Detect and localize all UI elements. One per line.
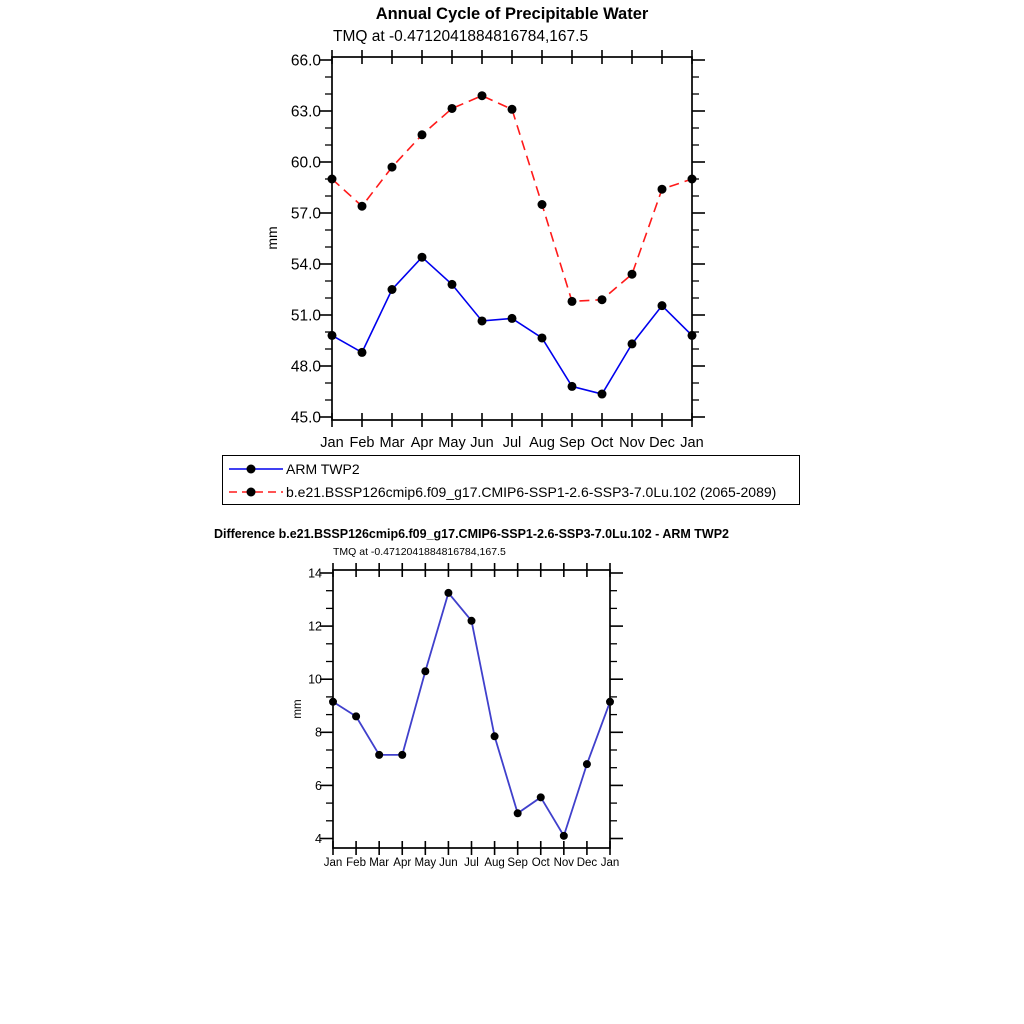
x-tick-label: Aug [529, 435, 555, 451]
y-tick-label: 6 [315, 778, 322, 793]
legend-line-sample-model [229, 484, 283, 500]
data-point-marker [606, 698, 614, 706]
data-point-marker [688, 331, 697, 340]
series-line-0 [332, 257, 692, 394]
data-point-marker [358, 202, 367, 211]
data-point-marker [628, 339, 637, 348]
y-tick-label: 54.0 [290, 256, 321, 274]
x-tick-label: Jan [680, 435, 704, 451]
x-tick-label: Jul [464, 857, 479, 869]
legend-line-sample-arm-twp2 [229, 461, 283, 477]
difference-chart-subtitle: TMQ at -0.4712041884816784,167.5 [333, 546, 506, 558]
data-point-marker [388, 285, 397, 294]
y-tick-label: 45.0 [290, 409, 321, 427]
data-point-marker [560, 832, 568, 840]
y-tick-label: 10 [308, 672, 322, 687]
x-tick-label: May [414, 857, 437, 869]
x-tick-label: Dec [649, 435, 675, 451]
x-tick-label: Oct [531, 857, 550, 869]
data-point-marker [418, 253, 427, 262]
data-point-marker [388, 163, 397, 172]
x-tick-label: Sep [507, 857, 528, 869]
x-tick-label: Jan [320, 435, 344, 451]
x-tick-label: Mar [379, 435, 405, 451]
difference-chart-title: Difference b.e21.BSSP126cmip6.f09_g17.CMIP6-SSP1-2.6-SSP3-7.0Lu.102 - ARM TWP2 [213, 527, 729, 541]
x-tick-label: Apr [393, 857, 412, 869]
data-point-marker [328, 175, 337, 184]
data-point-marker [329, 698, 337, 706]
legend-label-model: b.e21.BSSP126cmip6.f09_g17.CMIP6-SSP1-2.6-SSP3-7.0Lu.102 (2065-2089) [286, 483, 777, 500]
data-point-marker [538, 333, 547, 342]
data-point-marker [628, 270, 637, 279]
top-chart-title: Annual Cycle of Precipitable Water [375, 5, 649, 23]
data-point-marker [598, 295, 607, 304]
legend-label-arm-twp2: ARM TWP2 [286, 460, 360, 477]
data-point-marker [448, 104, 457, 113]
data-point-marker [444, 589, 452, 597]
data-point-marker [478, 91, 487, 100]
data-point-marker [352, 712, 360, 720]
legend-entry-model [223, 480, 799, 503]
data-point-marker [491, 732, 499, 740]
y-tick-label: 63.0 [290, 103, 321, 121]
data-point-marker [583, 760, 591, 768]
series-line-1 [332, 96, 692, 302]
y-axis-title: mm [292, 699, 304, 719]
y-tick-label: 12 [308, 619, 322, 634]
x-tick-label: Nov [619, 435, 645, 451]
y-tick-label: 4 [315, 831, 322, 846]
data-point-marker [468, 617, 476, 625]
x-tick-label: Mar [369, 857, 390, 869]
data-point-marker [537, 793, 545, 801]
data-point-marker [328, 331, 337, 340]
x-tick-label: Feb [349, 435, 375, 451]
data-point-marker [358, 348, 367, 357]
top-chart-subtitle: TMQ at -0.4712041884816784,167.5 [333, 28, 589, 45]
x-tick-label: Jun [439, 857, 458, 869]
data-point-marker [538, 200, 547, 209]
x-tick-label: Jun [470, 435, 494, 451]
x-tick-label: Feb [346, 857, 366, 869]
data-point-marker [418, 130, 427, 139]
y-tick-label: 60.0 [290, 154, 321, 172]
x-tick-label: Aug [484, 857, 505, 869]
y-axis-title: mm [264, 226, 280, 250]
y-tick-label: 48.0 [290, 358, 321, 376]
data-point-marker [375, 751, 383, 759]
x-tick-label: Dec [576, 857, 598, 869]
data-point-marker [658, 301, 667, 310]
data-point-marker [508, 314, 517, 323]
data-point-marker [508, 105, 517, 114]
x-tick-label: Jan [600, 857, 620, 869]
y-tick-label: 57.0 [290, 205, 321, 223]
legend-entry-arm-twp2 [223, 457, 799, 480]
data-point-marker [658, 185, 667, 194]
legend-sample-marker [247, 487, 256, 496]
data-point-marker [514, 809, 522, 817]
data-point-marker [688, 175, 697, 184]
difference-chart [292, 563, 623, 869]
data-point-marker [421, 667, 429, 675]
plot-frame [333, 570, 610, 848]
y-tick-label: 51.0 [290, 307, 321, 325]
x-tick-label: Sep [559, 435, 585, 451]
x-tick-label: Oct [590, 435, 614, 451]
top-chart [264, 50, 705, 451]
x-tick-label: May [438, 435, 466, 451]
x-tick-label: Jan [323, 857, 343, 869]
data-point-marker [598, 390, 607, 399]
x-tick-label: Nov [553, 857, 575, 869]
series-line-0 [333, 593, 610, 836]
y-tick-label: 14 [308, 566, 322, 581]
legend [222, 455, 800, 505]
data-point-marker [398, 751, 406, 759]
data-point-marker [448, 280, 457, 289]
legend-sample-marker [247, 464, 256, 473]
y-tick-label: 66.0 [290, 52, 321, 70]
x-tick-label: Apr [410, 435, 434, 451]
data-point-marker [478, 316, 487, 325]
x-tick-label: Jul [502, 435, 522, 451]
y-tick-label: 8 [315, 725, 322, 740]
data-point-marker [568, 382, 577, 391]
data-point-marker [568, 297, 577, 306]
